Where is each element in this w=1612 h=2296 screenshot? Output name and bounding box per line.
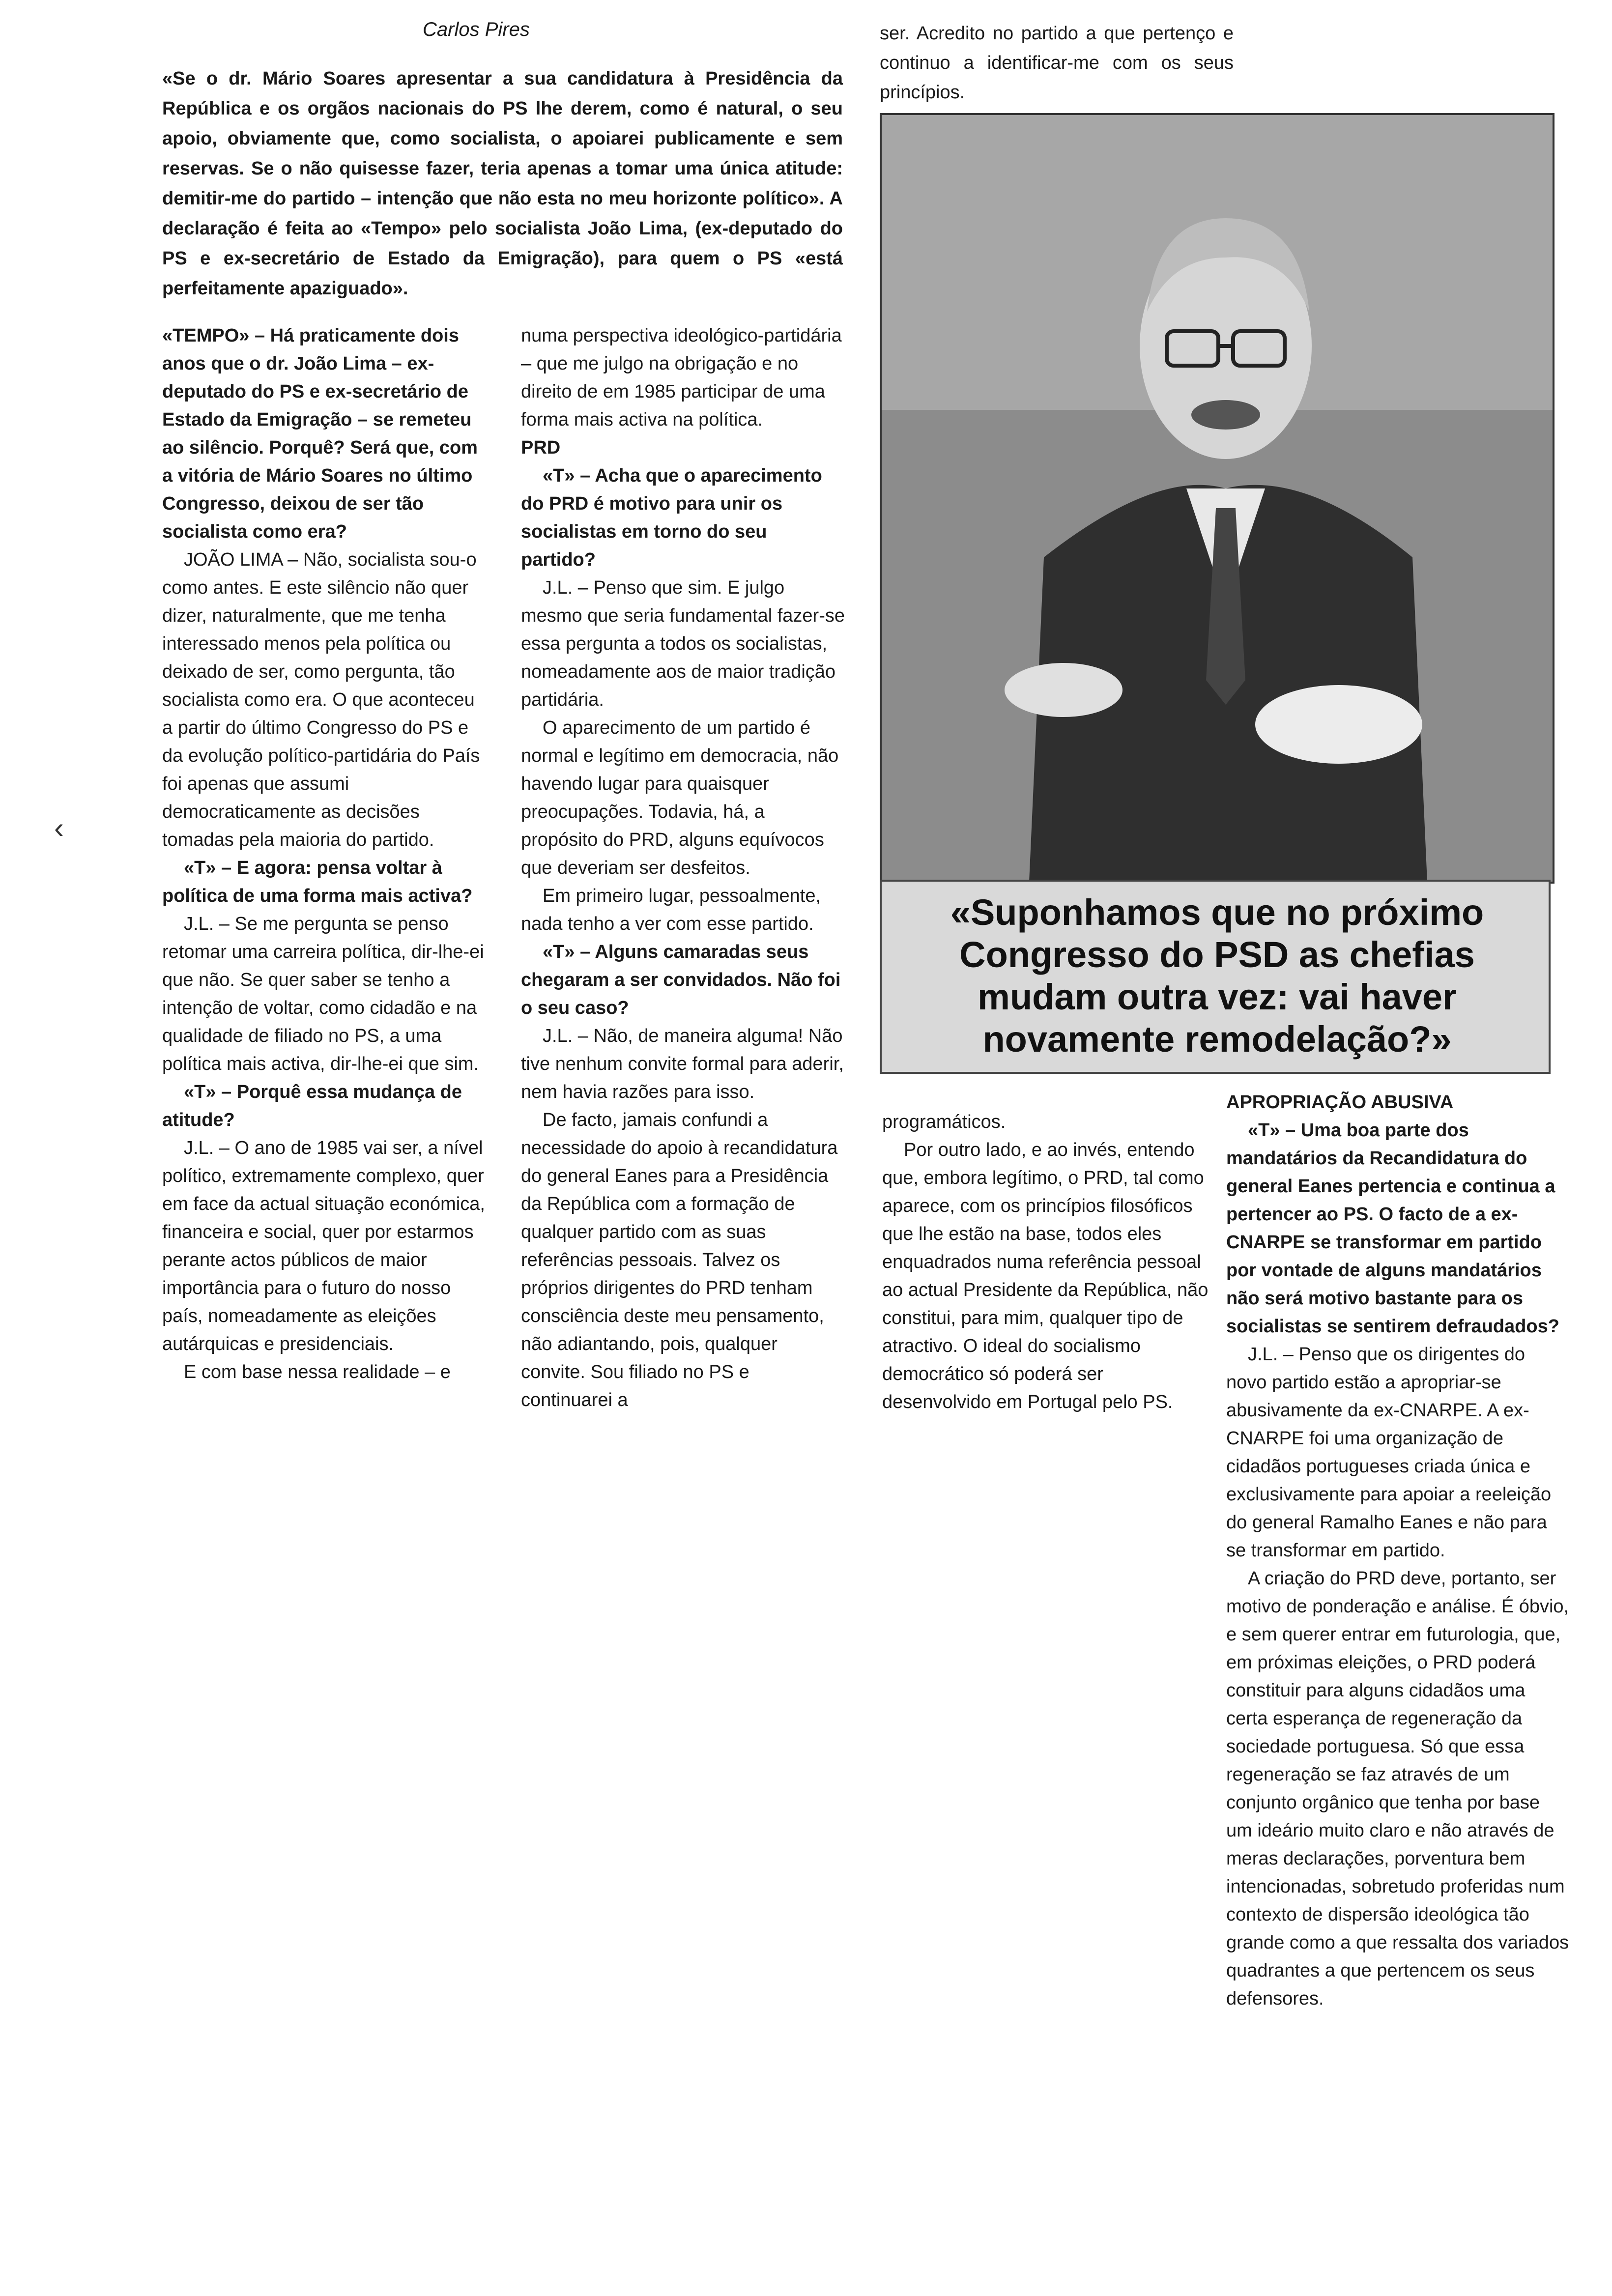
question: «T» – Alguns camaradas seus chegaram a ser convidados. Não foi o seu caso?: [521, 942, 841, 1018]
answer: J.L. – Não, de maneira alguma! Não tive nenhum convite formal para aderir, nem havia razões para isso.: [521, 1026, 844, 1102]
column-3: [882, 1108, 1209, 1416]
portrait-photo: [880, 113, 1554, 884]
column-2: [521, 322, 845, 1414]
byline: Carlos Pires: [423, 19, 530, 40]
question: «T» – Acha que o aparecimento do PRD é motivo para unir os socialistas em torno do seu partido?: [521, 465, 822, 570]
question: «T» – E agora: pensa voltar à política de uma forma mais activa?: [162, 858, 473, 906]
answer: J.L. – Penso que sim. E julgo mesmo que seria fundamental fazer-se essa pergunta a todos os socialistas, nomeadamente aos de maior tradição partidária.: [521, 577, 845, 710]
column-1: [162, 322, 487, 1386]
answer: JOÃO LIMA – Não, socialista sou-o como antes. E este silêncio não quer dizer, naturalmente, que me tenha interessado menos pela política ou deixado de ser, como pergunta, tão socialista como era. O que aconteceu a partir do último Congresso do PS e da evolução político-partidária do País foi apenas que assumi democraticamente as decisões tomadas pela maioria do partido.: [162, 549, 480, 850]
answer: Em primeiro lugar, pessoalmente, nada tenho a ver com esse partido.: [521, 886, 821, 934]
pull-quote-box: [880, 880, 1551, 1074]
answer: J.L. – Penso que os dirigentes do novo partido estão a apropriar-se abusivamente da ex-CNARPE. A ex-CNARPE foi uma organização de cidadãos portugueses criada única e exclusivamente para apoiar a reeleição do general Ramalho Eanes e não para se transformar em partido.: [1226, 1344, 1552, 1561]
lead-continuation: ser. Acredito no partido a que pertenço e continuo a identificar-me com os seus princípios.: [880, 23, 1234, 103]
lead-paragraph: «Se o dr. Mário Soares apresentar a sua candidatura à Presidência da República e os orgãos nacionais do PS lhe derem, como é natural, o seu apoio, obviamente que, como socialista, o apoiarei publicamente e sem reservas. Se o não quisesse fazer, teria apenas a tomar uma única atitude: demitir-me do partido – intenção que não esta no meu horizonte político». A declaração é feita ao «Tempo» pelo socialista João Lima, (ex-deputado do PS e ex-secretário de Estado da Emigração), para quem o PS «está perfeitamente apaziguado».: [162, 68, 843, 299]
answer: J.L. – O ano de 1985 vai ser, a nível político, extremamente complexo, quer em face da actual situação económica, financeira e social, quer por estarmos perante actos públicos de maior importância para o futuro do nosso país, nomeadamente as eleições autárquicas e presidenciais.: [162, 1138, 485, 1354]
column-4: [1226, 1089, 1570, 2013]
answer: J.L. – Se me pergunta se penso retomar uma carreira política, dir-lhe-ei que não. Se quer saber se tenho a intenção de voltar, como cidadão e na qualidade de filiado no PS, a uma política mais activa, dir-lhe-ei que sim.: [162, 914, 484, 1074]
subheading: APROPRIAÇÃO ABUSIVA: [1226, 1092, 1454, 1113]
paragraph: programáticos.: [882, 1112, 1006, 1132]
pull-quote: «Suponhamos que no próximo Congresso do PSD as chefias mudam outra vez: vai haver novamente remodelação?»: [950, 892, 1484, 1060]
answer: O aparecimento de um partido é normal e legítimo em democracia, não havendo lugar para quaisquer preocupações. Todavia, há, a propósito do PRD, alguns equívocos que deveriam ser desfeitos.: [521, 718, 839, 878]
paragraph: numa perspectiva ideológico-partidária – que me julgo na obrigação e no direito de em 1985 participar de uma forma mais activa na política.: [521, 325, 842, 430]
answer: De facto, jamais confundi a necessidade do apoio à recandidatura do general Eanes para a Presidência da República com a formação de qualquer partido com as suas referências pessoais. Talvez os próprios dirigentes do PRD tenham consciência deste meu pensamento, não adiantando, pois, qualquer convite. Sou filiado no PS e continuarei a: [521, 1110, 838, 1410]
question: «T» – Uma boa parte dos mandatários da Recandidatura do general Eanes pertencia e continua a pertencer ao PS. O facto de a ex-CNARPE se transformar em partido por vontade de alguns mandatários não será motivo bastante para os socialistas se sentirem defraudados?: [1226, 1120, 1559, 1337]
answer: E com base nessa realidade – e: [184, 1362, 451, 1382]
answer: A criação do PRD deve, portanto, ser motivo de ponderação e análise. É óbvio, e sem querer entrar em futurologia, que, em próximas eleições, o PRD poderá constituir para alguns cidadãos uma certa esperança de regeneração da sociedade portuguesa. Só que essa regeneração se faz através de um conjunto orgânico que tenha por base um ideário muito claro e não através de meras declarações, porventura bem intencionadas, sobretudo proferidas num contexto de dispersão ideológica tão grande como a que ressalta dos variados quadrantes a que pertencem os seus defensores.: [1226, 1568, 1569, 2009]
subheading: PRD: [521, 437, 561, 458]
question: «TEMPO» – Há praticamente dois anos que o dr. João Lima – ex-deputado do PS e ex-secretário de Estado da Emigração – se remeteu ao silêncio. Porquê? Será que, com a vitória de Mário Soares no último Congresso, deixou de ser tão socialista como era?: [162, 325, 478, 542]
question: «T» – Porquê essa mudança de atitude?: [162, 1082, 462, 1130]
paragraph: Por outro lado, e ao invés, entendo que, embora legítimo, o PRD, tal como aparece, com os princípios filosóficos que lhe estão na base, todos eles enquadrados numa referência pessoal ao actual Presidente da República, não constitui, para mim, qualquer tipo de atractivo. O ideal do socialismo democrático só poderá ser desenvolvido em Portugal pelo PS.: [882, 1140, 1209, 1412]
portrait-figure: [882, 115, 1553, 882]
margin-mark: ‹: [54, 811, 64, 844]
